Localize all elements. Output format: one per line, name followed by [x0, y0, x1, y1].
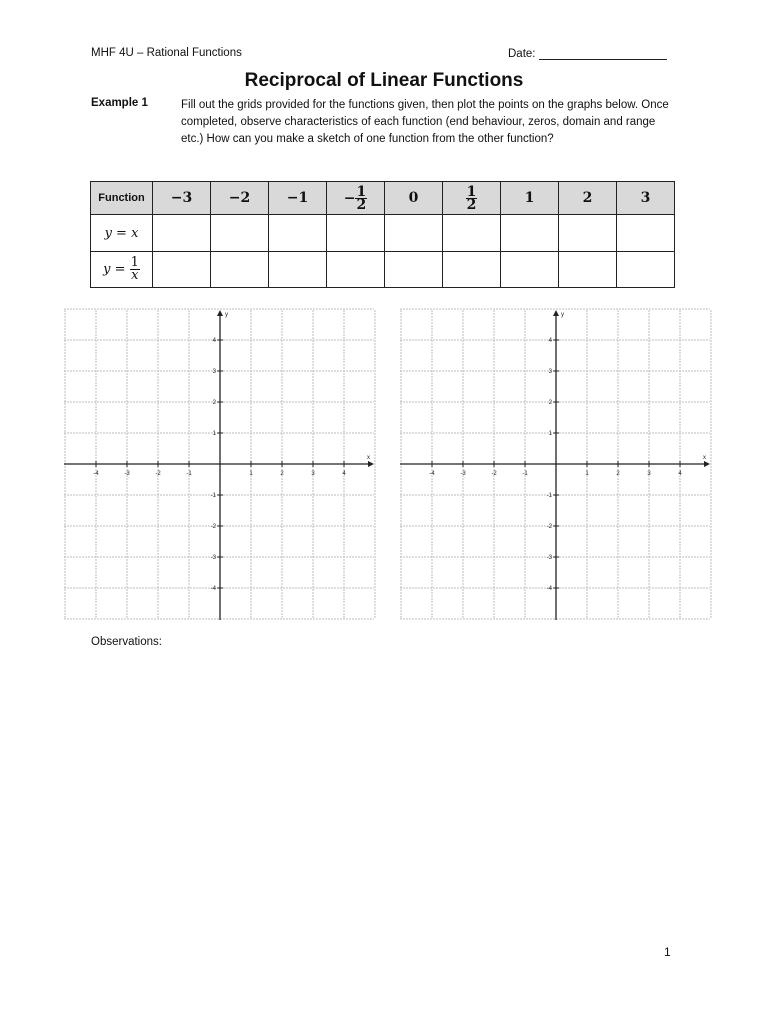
- x-tick-label: 3: [311, 471, 315, 477]
- page-title: Reciprocal of Linear Functions: [244, 70, 524, 91]
- table-header-x: 1: [501, 182, 559, 215]
- table-header-function: Function: [91, 182, 153, 215]
- table-header-x-half: [443, 182, 501, 215]
- x-axis-label: x: [703, 455, 706, 461]
- y-tick-label: -4: [210, 586, 216, 592]
- value-table: [90, 181, 675, 288]
- function-cell-y-equals-1-over-x: [91, 252, 153, 288]
- y-equals: y =: [103, 262, 130, 277]
- table-cell[interactable]: [211, 215, 269, 252]
- frac-num: 1: [130, 255, 139, 270]
- table-cell[interactable]: [153, 215, 211, 252]
- y-tick-label: -2: [546, 524, 552, 530]
- function-cell-y-equals-x: y = x: [91, 215, 153, 252]
- date-label: Date:: [508, 48, 536, 60]
- page-number: 1: [664, 945, 671, 959]
- x-tick-label: -1: [522, 471, 528, 477]
- x-tick-label: 2: [616, 471, 620, 477]
- neg-sign: −: [343, 190, 356, 206]
- y-tick-label: -2: [210, 524, 216, 530]
- y-tick-label: -3: [210, 555, 216, 561]
- x-axis-label: x: [367, 455, 370, 461]
- y-tick-label: 1: [212, 431, 216, 437]
- table-header-x: 2: [559, 182, 617, 215]
- table-cell[interactable]: [269, 252, 327, 288]
- frac-den: x: [131, 268, 139, 283]
- frac-den: 2: [466, 196, 477, 213]
- observations-label: Observations:: [91, 636, 162, 648]
- table-header-x-neg-half: [327, 182, 385, 215]
- table-cell[interactable]: [211, 252, 269, 288]
- table-cell[interactable]: [269, 215, 327, 252]
- table-cell[interactable]: [327, 252, 385, 288]
- fraction: [355, 183, 367, 213]
- x-tick-label: -3: [460, 471, 466, 477]
- y-tick-label: 2: [212, 400, 216, 406]
- x-tick-label: 1: [585, 471, 589, 477]
- y-tick-label: 2: [548, 400, 552, 406]
- x-tick-label: -2: [155, 471, 161, 477]
- example-instructions: Fill out the grids provided for the functions given, then plot the points on the graphs below. Once completed, observe characteristics of each function (end behaviour, zeros, domain and range etc.) How can you make a sketch of one function from the other function?: [181, 99, 669, 145]
- y-tick-label: 3: [212, 369, 216, 375]
- x-axis-arrow-icon: [704, 461, 710, 467]
- table-cell[interactable]: [443, 215, 501, 252]
- x-axis-arrow-icon: [368, 461, 374, 467]
- x-tick-label: -2: [491, 471, 497, 477]
- table-header-x: 0: [385, 182, 443, 215]
- table-header-row: [91, 182, 675, 215]
- y-tick-label: -4: [546, 586, 552, 592]
- x-tick-label: 4: [342, 471, 346, 477]
- y-axis-arrow-icon: [217, 310, 223, 316]
- header-date: [508, 47, 667, 60]
- y-axis-label: y: [225, 312, 228, 318]
- x-tick-label: -4: [93, 471, 99, 477]
- table-cell[interactable]: [617, 215, 675, 252]
- table-cell[interactable]: [559, 215, 617, 252]
- frac-num: 1: [466, 183, 477, 200]
- y-tick-label: -1: [546, 493, 552, 499]
- y-tick-label: 1: [548, 431, 552, 437]
- x-tick-label: -3: [124, 471, 130, 477]
- y-tick-label: 4: [212, 338, 216, 344]
- x-tick-label: -4: [429, 471, 435, 477]
- table-cell[interactable]: [501, 215, 559, 252]
- example-label: Example 1: [91, 97, 148, 109]
- x-tick-label: -1: [186, 471, 192, 477]
- table-header-x: −1: [269, 182, 327, 215]
- table-cell[interactable]: [559, 252, 617, 288]
- table-cell[interactable]: [501, 252, 559, 288]
- frac-num: 1: [356, 183, 367, 200]
- table-cell[interactable]: [443, 252, 501, 288]
- y-axis-arrow-icon: [553, 310, 559, 316]
- y-tick-label: -1: [210, 493, 216, 499]
- table-cell[interactable]: [327, 215, 385, 252]
- table-row: [91, 252, 675, 288]
- frac-den: 2: [356, 196, 367, 213]
- y-axis-label: y: [561, 312, 564, 318]
- graph-right[interactable]: [400, 306, 712, 622]
- fraction: [130, 257, 140, 282]
- x-tick-label: 2: [280, 471, 284, 477]
- date-blank[interactable]: [539, 47, 667, 60]
- y-tick-label: 4: [548, 338, 552, 344]
- table-cell[interactable]: [617, 252, 675, 288]
- table-row: [91, 215, 675, 252]
- y-tick-label: 3: [548, 369, 552, 375]
- fraction: [466, 183, 478, 213]
- graph-left[interactable]: [64, 306, 376, 622]
- x-tick-label: 4: [678, 471, 682, 477]
- table-header-x: −2: [211, 182, 269, 215]
- table-header-x: −3: [153, 182, 211, 215]
- table-cell[interactable]: [385, 215, 443, 252]
- x-tick-label: 1: [249, 471, 253, 477]
- y-tick-label: -3: [546, 555, 552, 561]
- x-tick-label: 3: [647, 471, 651, 477]
- table-header-x: 3: [617, 182, 675, 215]
- table-cell[interactable]: [153, 252, 211, 288]
- table-cell[interactable]: [385, 252, 443, 288]
- header-course: MHF 4U – Rational Functions: [91, 47, 242, 59]
